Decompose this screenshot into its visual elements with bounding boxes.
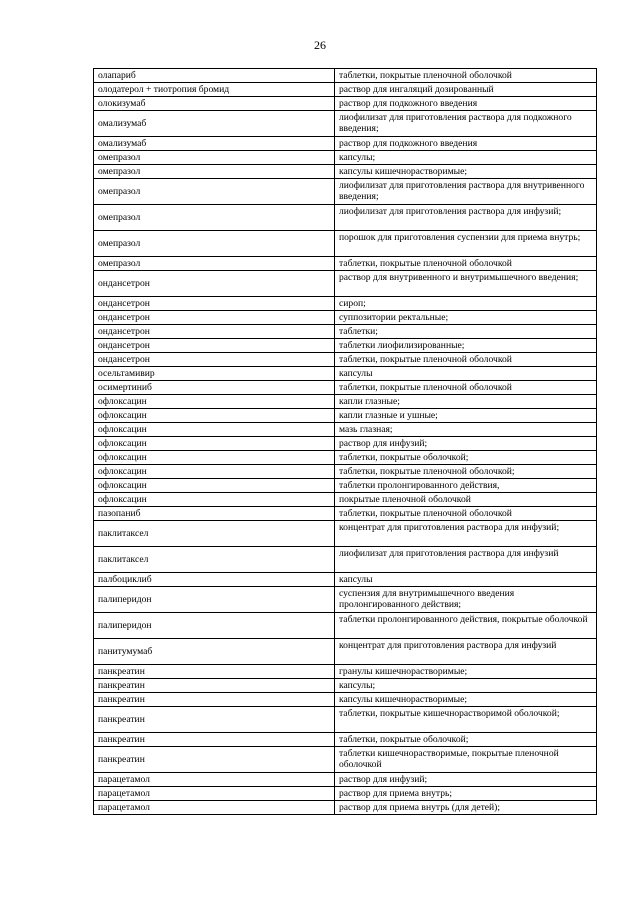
table-row [94,83,597,97]
table-row [94,353,597,367]
dosage-form-cell: капсулы; [335,151,597,165]
drug-name-cell: панкреатин [94,679,335,693]
dosage-form-cell: капсулы [335,367,597,381]
drug-name-cell: омепразол [94,205,335,231]
dosage-form-cell: суппозитории ректальные; [335,311,597,325]
dosage-form-cell: мазь глазная; [335,423,597,437]
table-row [94,733,597,747]
dosage-form-cell: капли глазные и ушные; [335,409,597,423]
drug-name-cell: омепразол [94,165,335,179]
drug-name-cell: ондансетрон [94,271,335,297]
table-row [94,573,597,587]
drug-name-cell: парацетамол [94,773,335,787]
dosage-form-cell: таблетки лиофилизированные; [335,339,597,353]
drug-name-cell: олокизумаб [94,97,335,111]
table-row [94,787,597,801]
dosage-form-cell: таблетки; [335,325,597,339]
drug-name-cell: олодатерол + тиотропия бромид [94,83,335,97]
drug-name-cell: палбоциклиб [94,573,335,587]
table-row [94,707,597,733]
dosage-form-cell: концентрат для приготовления раствора для инфузий; [335,521,597,547]
dosage-form-cell: раствор для внутривенного и внутримышечного введения; [335,271,597,297]
table-row [94,297,597,311]
dosage-form-cell: таблетки, покрытые пленочной оболочкой [335,257,597,271]
table-row [94,693,597,707]
dosage-form-cell: капли глазные; [335,395,597,409]
drug-name-cell: омепразол [94,257,335,271]
table-row [94,367,597,381]
table-row [94,165,597,179]
dosage-form-cell: концентрат для приготовления раствора для инфузий [335,639,597,665]
dosage-form-cell: таблетки, покрытые оболочкой; [335,733,597,747]
drug-name-cell: офлоксацин [94,493,335,507]
dosage-form-cell: таблетки, покрытые пленочной оболочкой [335,507,597,521]
drug-name-cell: омализумаб [94,111,335,137]
dosage-form-cell: лиофилизат для приготовления раствора для инфузий [335,547,597,573]
table-row [94,679,597,693]
table-row [94,507,597,521]
drug-name-cell: осельтамивир [94,367,335,381]
drug-name-cell: панитумумаб [94,639,335,665]
dosage-form-cell: раствор для приема внутрь; [335,787,597,801]
drug-name-cell: ондансетрон [94,339,335,353]
table-row [94,97,597,111]
table-row [94,465,597,479]
dosage-form-cell: раствор для инфузий; [335,437,597,451]
dosage-form-cell: порошок для приготовления суспензии для приема внутрь; [335,231,597,257]
table-row [94,437,597,451]
dosage-form-cell: таблетки пролонгированного действия, покрытые оболочкой [335,613,597,639]
table-row [94,151,597,165]
drug-name-cell: офлоксацин [94,451,335,465]
dosage-form-cell: капсулы; [335,679,597,693]
table-row [94,639,597,665]
dosage-form-cell: капсулы кишечнорастворимые; [335,693,597,707]
table-row [94,137,597,151]
table-row [94,747,597,773]
table-row [94,587,597,613]
dosage-form-cell: таблетки, покрытые пленочной оболочкой [335,353,597,367]
drug-name-cell: омепразол [94,151,335,165]
drug-name-cell: ондансетрон [94,353,335,367]
drug-name-cell: омализумаб [94,137,335,151]
drug-name-cell: панкреатин [94,707,335,733]
drug-name-cell: панкреатин [94,733,335,747]
drug-name-cell: парацетамол [94,787,335,801]
table-row [94,231,597,257]
dosage-form-cell: раствор для приема внутрь (для детей); [335,801,597,815]
drug-name-cell: панкреатин [94,665,335,679]
table-row [94,493,597,507]
drug-name-cell: парацетамол [94,801,335,815]
drug-name-cell: пазопаниб [94,507,335,521]
dosage-form-cell: таблетки, покрытые пленочной оболочкой [335,69,597,83]
table-row [94,111,597,137]
table-row [94,613,597,639]
dosage-form-cell: раствор для инфузий; [335,773,597,787]
table-row [94,325,597,339]
table-row [94,479,597,493]
drug-name-cell: офлоксацин [94,395,335,409]
dosage-form-cell: раствор для ингаляций дозированный [335,83,597,97]
dosage-form-cell: таблетки пролонгированного действия, [335,479,597,493]
drug-name-cell: офлоксацин [94,479,335,493]
table-row [94,423,597,437]
drug-name-cell: офлоксацин [94,437,335,451]
drug-name-cell: офлоксацин [94,423,335,437]
drug-table [93,68,597,815]
table-row [94,773,597,787]
dosage-form-cell: капсулы кишечнорастворимые; [335,165,597,179]
drug-name-cell: панкреатин [94,747,335,773]
dosage-form-cell: таблетки, покрытые оболочкой; [335,451,597,465]
dosage-form-cell: раствор для подкожного введения [335,137,597,151]
table-row [94,179,597,205]
dosage-form-cell: таблетки, покрытые кишечнорастворимой оболочкой; [335,707,597,733]
drug-name-cell: палиперидон [94,587,335,613]
dosage-form-cell: капсулы [335,573,597,587]
drug-name-cell: паклитаксел [94,521,335,547]
dosage-form-cell: лиофилизат для приготовления раствора для инфузий; [335,205,597,231]
table-row [94,205,597,231]
table-row [94,451,597,465]
table-row [94,257,597,271]
drug-name-cell: ондансетрон [94,297,335,311]
dosage-form-cell: покрытые пленочной оболочкой [335,493,597,507]
dosage-form-cell: лиофилизат для приготовления раствора для подкожного введения; [335,111,597,137]
table-row [94,801,597,815]
table-row [94,409,597,423]
dosage-form-cell: раствор для подкожного введения [335,97,597,111]
drug-name-cell: омепразол [94,179,335,205]
page-number: 26 [314,38,326,52]
drug-name-cell: ондансетрон [94,311,335,325]
dosage-form-cell: лиофилизат для приготовления раствора для внутривенного введения; [335,179,597,205]
table-row [94,547,597,573]
drug-name-cell: палиперидон [94,613,335,639]
table-row [94,665,597,679]
table-row [94,521,597,547]
table-row [94,339,597,353]
table-row [94,311,597,325]
table-row [94,271,597,297]
table-row [94,395,597,409]
table-row [94,69,597,83]
dosage-form-cell: таблетки, покрытые пленочной оболочкой; [335,465,597,479]
drug-table-body [94,69,597,815]
drug-name-cell: панкреатин [94,693,335,707]
dosage-form-cell: таблетки, покрытые пленочной оболочкой [335,381,597,395]
drug-name-cell: офлоксацин [94,409,335,423]
drug-name-cell: офлоксацин [94,465,335,479]
drug-name-cell: ондансетрон [94,325,335,339]
drug-name-cell: паклитаксел [94,547,335,573]
table-row [94,381,597,395]
drug-name-cell: омепразол [94,231,335,257]
drug-name-cell: олапариб [94,69,335,83]
drug-name-cell: осимертиниб [94,381,335,395]
dosage-form-cell: суспензия для внутримышечного введения пролонгированного действия; [335,587,597,613]
dosage-form-cell: сироп; [335,297,597,311]
dosage-form-cell: таблетки кишечнорастворимые, покрытые пленочной оболочкой [335,747,597,773]
dosage-form-cell: гранулы кишечнорастворимые; [335,665,597,679]
